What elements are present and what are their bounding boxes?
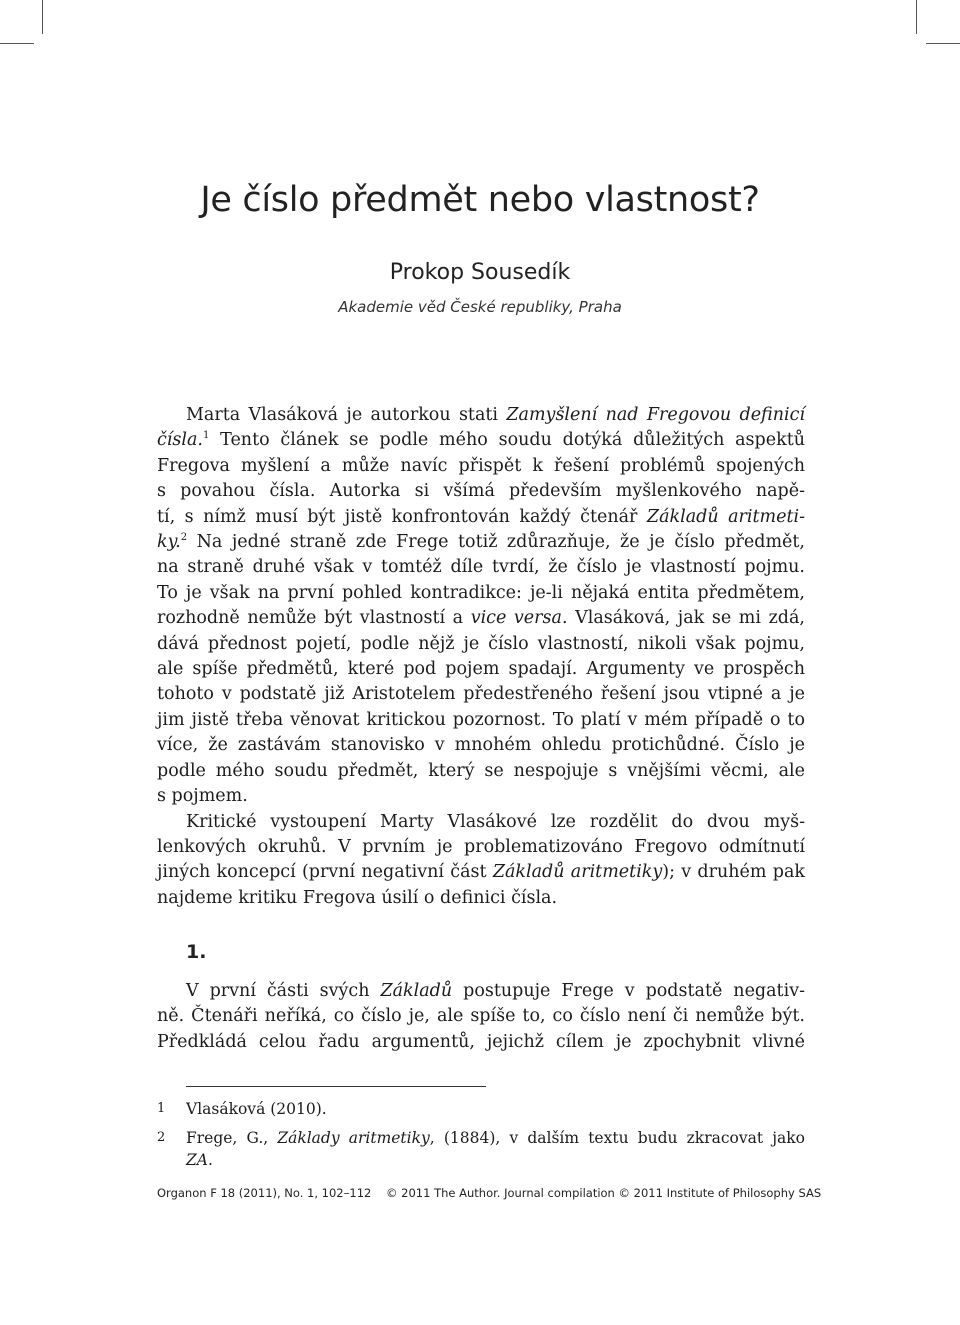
paragraph-3: [157, 979, 805, 1055]
footnote-number: 2: [157, 1130, 166, 1145]
text-line: ně. Čtenáři neříká, co číslo je, ale spíše to, co číslo není či nemůže být.: [157, 1006, 805, 1027]
text-line: Fregova myšlení a může navíc přispět k řešení problémů spojených: [157, 455, 805, 476]
text-line: podle mého soudu předmět, který se nespojuje s vnějšími věcmi, ale: [157, 760, 805, 781]
text-line: dává přednost pojetí, podle nějž je číslo vlastností, nikoli však pojmu,: [157, 633, 805, 654]
text-line: Kritické vystoupení Marty Vlasákové lze rozdělit do dvou myš-: [186, 811, 805, 832]
paragraph-1: [157, 403, 805, 911]
crop-mark: [926, 43, 960, 44]
footnote-divider: [186, 1086, 486, 1087]
crop-mark: [916, 0, 917, 34]
text-line: více, že zastávám stanovisko v mnohém ohledu protichůdné. Číslo je: [157, 735, 805, 756]
text-line: jiných koncepcí (první negativní část Základů aritmetiky); v druhém pak: [157, 862, 805, 883]
author-affiliation: Akademie věd České republiky, Praha: [338, 298, 622, 316]
text-line: tohoto v podstatě již Aristotelem předestřeného řešení jsou vtipné a je: [157, 684, 805, 705]
text-line: Marta Vlasáková je autorkou stati Zamyšlení nad Fregovou definicí: [186, 405, 805, 425]
text-line: jim jistě třeba věnovat kritickou pozornost. To platí v mém případě o to: [157, 709, 805, 730]
footnote-ref[interactable]: 2: [180, 532, 188, 544]
text-line: na straně druhé však v tomtéž díle tvrdí, že číslo je vlastností pojmu.: [157, 557, 805, 578]
crop-mark: [42, 0, 43, 34]
text-line: ky.$^2$ Na jedné straně zde Frege totiž zdůrazňuje, že je číslo předmět,: [157, 532, 805, 553]
text-line: tí, s nímž musí být jistě konfrontován každý čtenář Základů aritmeti-: [157, 506, 806, 527]
text-line: rozhodně nemůže být vlastností a vice versa. Vlasáková, jak se mi zdá,: [157, 608, 805, 629]
text-line: s pojmem.: [157, 786, 248, 807]
text-line: ale spíše předmětů, které pod pojem spadají. Argumenty ve prospěch: [157, 659, 805, 680]
footnote-number: 1: [157, 1101, 166, 1116]
text-line: To je však na první pohled kontradikce: je-li nějaká entita předmětem,: [157, 582, 805, 603]
author-name: Prokop Sousedík: [389, 260, 571, 285]
footnote-text: Vlasáková (2010).: [186, 1100, 327, 1118]
text-line: V první části svých Základů postupuje Frege v podstatě negativ-: [186, 981, 805, 1001]
section-heading: 1.: [186, 941, 207, 963]
text-line: lenkových okruhů. V prvním je problematizováno Fregovo odmítnutí: [157, 836, 805, 857]
crop-mark: [0, 43, 34, 44]
text-line: s povahou čísla. Autorka si všímá především myšlenkového napě-: [157, 481, 805, 502]
text-line: najdeme kritiku Fregova úsilí o definici čísla.: [157, 887, 558, 908]
text-line: čísla.$^1$ Tento článek se podle mého soudu dotýká důležitých aspektů: [157, 430, 805, 451]
journal-citation: Organon F 18 (2011), No. 1, 102–112: [157, 1186, 372, 1200]
copyright-notice: © 2011 The Author. Journal compilation © 2011 Institute of Philosophy SAS: [386, 1186, 822, 1200]
footnote-2: [157, 1127, 805, 1171]
footnote-1: [157, 1098, 805, 1120]
footnote-text: Frege, G., Základy aritmetiky, (1884), v dalším textu budu zkracovat jako ZA.: [186, 1129, 805, 1169]
text-line: Předkládá celou řadu argumentů, jejichž cílem je zpochybnit vlivné: [157, 1031, 805, 1052]
page-title: Je číslo předmět nebo vlastnost?: [200, 180, 760, 220]
footnote-ref[interactable]: 1: [202, 430, 210, 442]
